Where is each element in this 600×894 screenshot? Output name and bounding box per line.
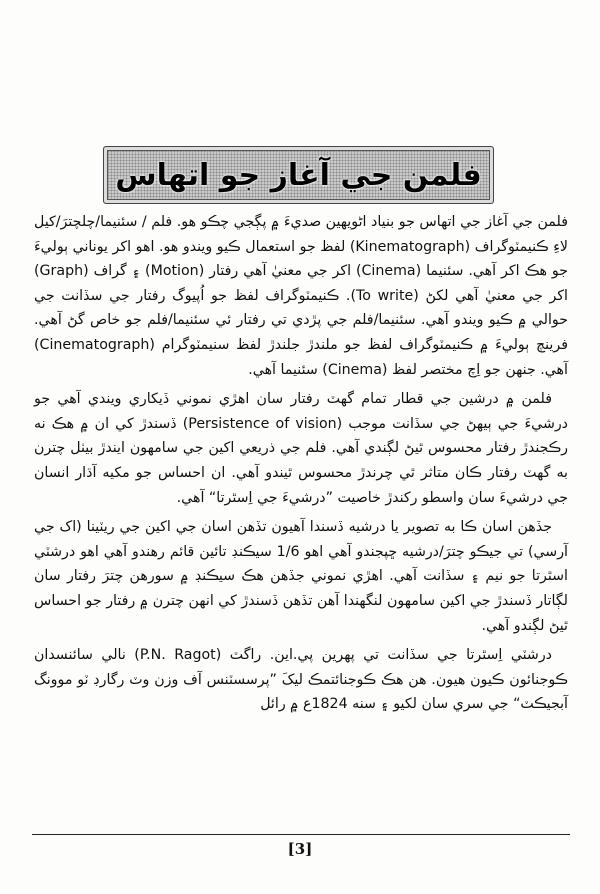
paragraph-2: فلمن ۾ درشين جي قطار تمام گهٽ رفتار سان اهڙي نموني ڏيکاري ويندي آهي جو درشيءَ جي ٻيهڻ جي سڏانت موجب (Persistence of vision) ڏسندڙ کي ان ۾ هڪ نه رڪجندڙ رفتار محسوس ٿيڻ لڳندي آهي. فلم جي ذريعي اکين جي سامهون ايندڙ بيٺل چترن به گهٽ رفتار ڪان متاثر ٿي چرندڙ محسوس ٿيندو آهي. ان احساس جو مکيه آڌار انسان جي درشيءَ سان واسطو رکندڙ خاصيت ”درشيءَ جي اِسٿرتا“ آهي. — [34, 391, 569, 506]
footer-rule — [32, 834, 570, 835]
chapter-title: فلمن جي آغاز جو اتهاس — [115, 157, 482, 193]
paragraph-3: جڏهن اسان ڪا به تصوير يا درشيه ڏسندا آهيون تڏهن اسان جي اکين جي ريٽينا (اک جي آرسي) تي جيڪو چترَ/درشيه ڇپجندو آهي اهو 1/6 سيڪنڊ تائين قائم رهندو آهي اهو درشٽي اسٿرتا جو نيم ۽ سڏانت آهي. اهڙي نموني جڏهن هڪ سيڪنڊ ۾ سورهن چترَ رفتار سان لڳاتار ڏسندڙ جي اکين سامهون لنگهندا آهن تڏهن ڏسندڙ کي انهن چترن ۾ رفتار جو احساس ٿيڻ لڳندو آهي. — [34, 519, 568, 634]
chapter-title-box — [103, 146, 494, 204]
paragraph-4: درشٽي اِسٿرتا جي سڏانت تي پهرين پي.اين. راگٽ (P.N. Ragot) نالي سائنسدان ڪوجنائون ڪيون هيون. هن هڪ ڪوجنائتمڪ ليکَ ”پرسسٽنس آف وزن وٽ رگارڊ ٽو موونگ آبجيڪٽ“ جي سري سان لکيو ۽ سنه 1824ع ۾ رائل — [34, 647, 568, 713]
paragraph-1: فلمن جي آغاز جي اتهاس جو بنياد اڻويهين صديءَ ۾ پڳجي چڪو هو. فلم / سئنيما/چلچترَ/کيل لاءِ ڪنيمٽوگراف (Kinematograph) لفظ جو استعمال ڪيو ويندو هو. اهو اکر يوناني ٻوليءَ جو هڪ اکر آهي. سئنيما (Cinema) اکر جي معنيٰ آهي رفتار (Motion) ۽ گراف (Graph) اکر جي معنيٰ آهي لکڻ (To write). ڪنيمٽوگراف لفظ جو اُپيوگ رفتار جي سڏانت جي حوالي ۾ ڪيو ويندو آهي. سئنيما/فلم جي پڙدي تي رفتار ئي سئنيما/فلم جو خاص گڻ آهي. فرينچ ٻوليءَ ۾ ڪنيمٽوگراف لفظ جو ملندڙ جلندڙ لفظ سنيمٽوگرام (Cinematograph) آهي. جنهن جو اِچ مختصر لفظ (Cinema) سئنيما آهي. — [34, 214, 569, 378]
page-number: [3] — [287, 840, 313, 858]
body-text — [34, 210, 568, 722]
